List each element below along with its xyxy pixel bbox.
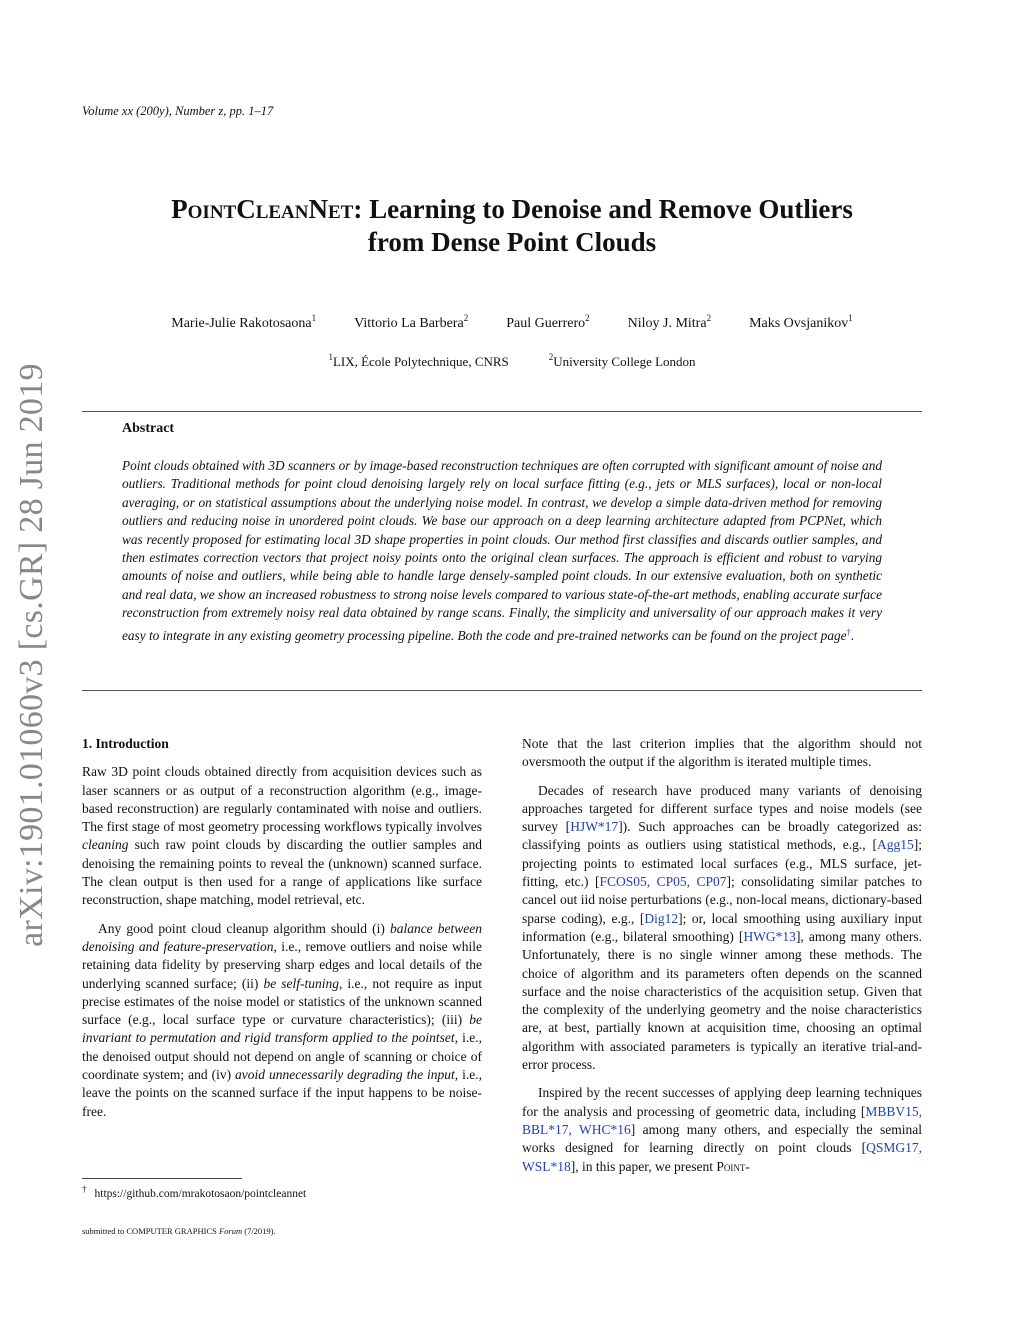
author: Vittorio La Barbera$^2$	[354, 313, 469, 331]
affiliation-list	[80, 352, 944, 370]
citation-link[interactable]: HJW*17	[570, 819, 619, 835]
affiliation: $^2$University College London	[548, 352, 696, 369]
section-heading: 1. Introduction	[82, 736, 169, 751]
citation-link[interactable]: FCOS05, CP05, CP07	[599, 874, 727, 890]
right-column	[522, 735, 922, 1186]
author: Marie-Julie Rakotosaona$^1$	[171, 313, 317, 331]
paragraph: Note that the last criterion implies that the algorithm should not oversmooth the output if the algorithm is iterated multiple times.	[522, 736, 922, 770]
abstract-heading: Abstract	[122, 421, 175, 436]
paragraph: Decades of research have produced many variants of denoising approaches targeted for different surface types and noise models (see survey [HJW*17]). Such approaches can be broadly categorized as: classifying points as outliers using statistical methods, e.g., [Agg15]; projecting points to estimated local surfaces (e.g., MLS surface, jet-fitting, etc.) [FCOS05, CP05, CP07]; consolidating similar patches to cancel out iid noise perturbations (e.g., non-local means, dictionary-based sparse coding), e.g., [Dig12]; or, local smoothing using auxiliary input information (e.g., bilateral smoothing) [HWG*13], among many others. Unfortunately, there is no single winner among these methods. The choice of algorithm and its parameters often depends on the scanned surface and the noise characteristics of the acquisition setup. Given that the complexity of the underlying geometry and the noise characteristics are, at best, partially known at acquisition time, choosing an optimal algorithm with associated parameters is typically an iterative trial-and-error process.	[522, 782, 922, 1073]
left-column	[82, 735, 482, 1131]
affiliation: $^1$LIX, École Polytechnique, CNRS	[328, 352, 509, 369]
paragraph: Any good point cloud cleanup algorithm should (i) balance between denoising and feature-preservation, i.e., remove outliers and noise while retaining data fidelity by preserving sharp edges and local details of the underlying scanned surface; (ii) be self-tuning, i.e., not require as input precise estimates of the noise model or statistics of the unknown scanned surface (e.g., local surface type or curvature characteristics); (iii) be invariant to permutation and rigid transform applied to the pointset, i.e., the denoised output should not depend on angle of scanning or choice of coordinate system; and (iv) avoid unnecessarily degrading the input, i.e., leave the points on the scanned surface if the input happens to be noise-free.	[82, 920, 483, 1119]
citation-link[interactable]: HWG*13	[743, 928, 796, 944]
footnote-link[interactable]: †	[846, 626, 852, 637]
title-line1: : Learning to Denoise and Remove Outliers	[353, 194, 853, 224]
footnote-rule	[82, 1178, 242, 1179]
paragraph: Raw 3D point clouds obtained directly from acquisition devices such as laser scanners or as output of a reconstruction algorithm (e.g., image-based reconstruction) are regularly contaminated with noise and outliers. The first stage of most geometry processing workflows typically involves cleaning such raw point clouds by discarding the outlier samples and denoising the remaining points to reveal the (unknown) scanned surface. The clean output is then used for a range of applications like surface reconstruction, shape matching, model retrieval, etc.	[82, 764, 482, 908]
submitted-note: submitted to COMPUTER GRAPHICS Forum (7/2019).	[82, 1226, 276, 1236]
paper-title	[80, 193, 944, 259]
volume-line: Volume xx (200y), Number z, pp. 1–17	[82, 104, 274, 118]
citation-link[interactable]: MBBV15, BBL*17, WHC*16	[522, 1103, 922, 1137]
citation-link[interactable]: Dig12	[644, 910, 679, 926]
citation-link[interactable]: Agg15	[877, 837, 914, 853]
paragraph: Inspired by the recent successes of applying deep learning techniques for the analysis and processing of geometric data, including [MBBV15, BBL*17, WHC*16] among many others, and especially the seminal works designed for learning directly on point clouds [QSMG17, WSL*18], in this paper, we present Point-	[522, 1085, 922, 1174]
author: Niloy J. Mitra$^2$	[627, 313, 712, 331]
abstract-text: Point clouds obtained with 3D scanners or by image-based reconstruction techniques are often corrupted with significant amount of noise and outliers. Traditional methods for point cloud denoising largely rely on local surface fitting (e.g., jets or MLS surfaces), local or non-local averaging, or on statistical assumptions about the underlying noise model. In contrast, we develop a simple data-driven method for removing outliers and reducing noise in unordered point clouds. We base our approach on a deep learning architecture adapted from PCPNet, which was recently proposed for estimating local 3D shape properties in point clouds. Our method first classifies and discards outlier samples, and then estimates correction vectors that project noisy points onto the original clean surfaces. The approach is efficient and robust to varying amounts of noise and outliers, while being able to handle large densely-sampled point clouds. In our extensive evaluation, both on synthetic and real data, we show an increased robustness to strong noise levels compared to various state-of-the-art methods, enabling accurate surface reconstruction from extremely noisy real data obtained by range scans. Finally, the simplicity and universality of our approach makes it very easy to integrate in any existing geometry processing pipeline. Both the code and pre-trained networks can be found on the project page†.	[122, 458, 882, 643]
author: Paul Guerrero$^2$	[506, 313, 590, 331]
title-method-name: PointCleanNet	[171, 194, 354, 224]
arxiv-stamp: arXiv:1901.01060v3 [cs.GR] 28 Jun 2019	[13, 363, 50, 947]
citation-link[interactable]: QSMG17, WSL*18	[522, 1140, 922, 1174]
author-list	[80, 313, 944, 332]
title-line2: from Dense Point Clouds	[367, 227, 657, 257]
abstract-bottom-rule	[82, 690, 922, 691]
author: Maks Ovsjanikov$^1$	[749, 313, 853, 331]
footnote-url[interactable]: https://github.com/mrakotosaon/pointcleannet	[94, 1188, 307, 1200]
abstract-top-rule	[82, 411, 922, 412]
footnote: † https://github.com/mrakotosaon/pointcleannet	[82, 1184, 307, 1200]
